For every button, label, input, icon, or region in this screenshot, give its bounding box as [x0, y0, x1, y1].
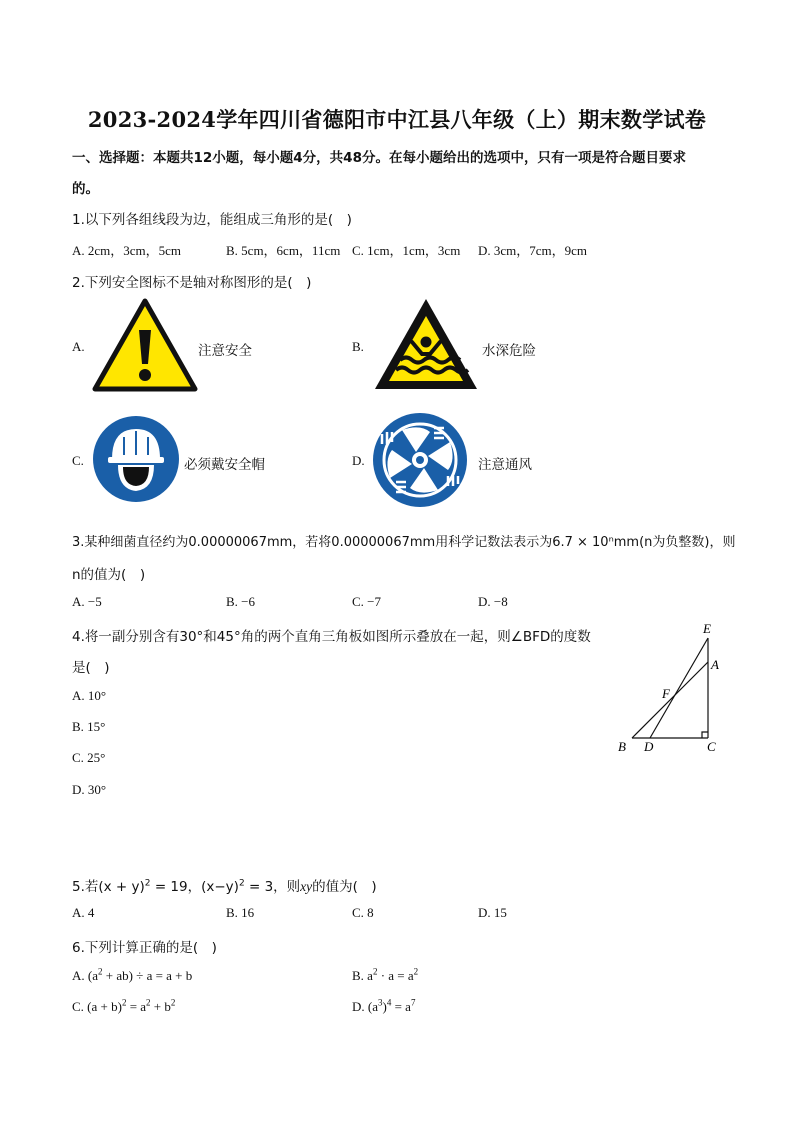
- q3-option-b: B. −6: [226, 594, 256, 609]
- q1-option-b: B. 5cm，6cm，11cm: [226, 243, 341, 258]
- q1-option-d: D. 3cm，7cm，9cm: [478, 243, 588, 258]
- q2-label-b: 水深危险: [482, 343, 536, 359]
- q5-option-a: A. 4: [72, 905, 95, 920]
- q1-option-c: C. 1cm，1cm，3cm: [352, 243, 461, 258]
- q4-option-d: D. 30°: [72, 782, 107, 797]
- q6-option-c: C. $(a + b)^2 = a^2 + b^2$: [72, 997, 176, 1014]
- deep-water-sign-icon: [372, 296, 480, 392]
- q5-option-b: B. 16: [226, 905, 255, 920]
- q4-option-a: A. 10°: [72, 688, 107, 703]
- q5-option-d: D. 15: [478, 905, 507, 920]
- safety-helmet-sign-icon: [92, 415, 180, 503]
- label-c: C: [707, 739, 716, 754]
- q6-option-d: D. $(a^3)^4 = a^7$: [352, 997, 416, 1014]
- q2-label-c: 必须戴安全帽: [184, 457, 265, 473]
- q3-option-c: C. −7: [352, 594, 382, 609]
- q3-stem-line2: n的值为( ): [72, 567, 146, 583]
- caution-sign-icon: [92, 298, 198, 392]
- q6-stem: 6.下列计算正确的是( ): [72, 940, 217, 956]
- page-title: 2023-2024学年四川省德阳市中江县八年级（上）期末数学试卷: [87, 107, 707, 132]
- q2-label-d: 注意通风: [478, 457, 532, 473]
- label-f: F: [662, 686, 670, 701]
- section-heading-line2: 的。: [72, 181, 99, 197]
- q3-option-d: D. −8: [478, 594, 508, 609]
- q2-letter-c: C.: [72, 453, 84, 468]
- q1-stem: 1.以下列各组线段为边，能组成三角形的是( ): [72, 212, 352, 228]
- triangle-figure: [612, 618, 724, 760]
- ventilation-sign-icon: [372, 412, 468, 508]
- q2-letter-a: A.: [72, 339, 85, 354]
- q4-option-c: C. 25°: [72, 750, 106, 765]
- label-b: B: [618, 739, 626, 754]
- q2-letter-b: B.: [352, 339, 364, 354]
- q2-letter-d: D.: [352, 453, 365, 468]
- q3-stem-line1: 3.某种细菌直径约为0.00000067mm，若将0.00000067mm用科学记数法表示为6.7 × 10ⁿmm(n为负整数)，则: [72, 535, 736, 550]
- q5-option-c: C. 8: [352, 905, 374, 920]
- q4-option-b: B. 15°: [72, 719, 106, 734]
- label-a: A: [711, 657, 719, 672]
- q1-option-a: A. 2cm，3cm，5cm: [72, 243, 182, 258]
- section-heading-line1: 一、选择题：本题共12小题，每小题4分，共48分。在每小题给出的选项中，只有一项是符合题目要求: [72, 150, 686, 166]
- q4-stem-line2: 是( ): [72, 660, 110, 676]
- label-d: D: [644, 739, 654, 754]
- q6-option-b: B. $a^2 \cdot a = a^2$: [352, 966, 419, 983]
- q6-option-a: A. $(a^2 + ab) \div a = a + b$: [72, 966, 193, 983]
- q4-stem-line1: 4.将一副分别含有30°和45°角的两个直角三角板如图所示叠放在一起，则∠BFD的度数: [72, 629, 591, 645]
- q2-label-a: 注意安全: [198, 343, 252, 359]
- label-e: E: [703, 621, 711, 636]
- q5-stem: 5.若$(x + y)^2 = 19$，$(x-y)^2 = 3$，则xy的值为( ): [72, 878, 377, 895]
- q3-option-a: A. −5: [72, 594, 102, 609]
- q2-stem: 2.下列安全图标不是轴对称图形的是( ): [72, 275, 312, 291]
